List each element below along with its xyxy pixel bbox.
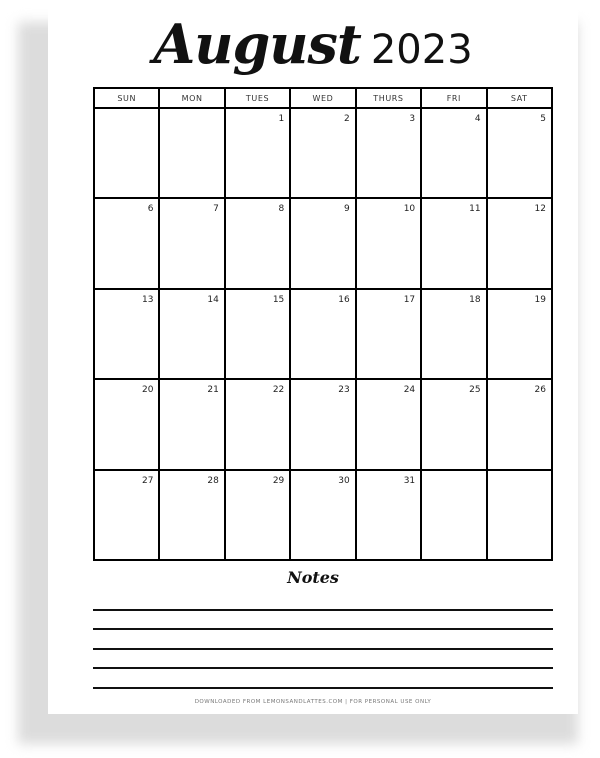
day-cell [291,199,354,287]
day-number: 6 [147,204,154,215]
day-cell [95,471,158,559]
day-number: 2 [343,114,350,124]
day-number: 21 [207,385,219,396]
day-cell [422,471,485,559]
day-cell [226,199,289,287]
notes-title: Notes [287,568,339,587]
weekday-header: TUES [226,89,289,107]
notes-line [93,628,553,630]
day-cell [160,199,223,287]
day-cell [291,290,354,378]
title-month: August [153,12,361,76]
day-cell [160,471,223,559]
day-number: 5 [540,114,546,124]
day-number: 19 [534,294,546,305]
day-cell [95,290,158,378]
day-cell [422,290,485,378]
day-number: 4 [474,114,481,124]
day-number: 23 [338,385,350,396]
day-cell [160,290,223,378]
day-cell [95,199,158,287]
day-cell [488,380,551,468]
day-number: 11 [469,204,481,215]
day-number: 1 [278,114,285,124]
day-cell [291,471,354,559]
footer-credit: DOWNLOADED FROM LEMONSANDLATTES.COM | FOR PERSONAL USE ONLY [194,699,432,705]
day-number: 17 [403,294,416,305]
day-number: 15 [272,294,285,305]
weekday-header: FRI [422,89,485,107]
day-cell [160,380,223,468]
day-number: 31 [403,475,416,486]
calendar-grid [93,87,553,561]
day-number: 18 [469,294,481,305]
day-cell [422,109,485,197]
page-title [48,12,578,82]
calendar-page [48,0,578,714]
day-number: 14 [207,294,219,305]
weekday-header: MON [160,89,223,107]
day-number: 10 [403,204,416,215]
day-cell [226,109,289,197]
day-cell [422,380,485,468]
day-number: 13 [141,294,154,305]
day-number: 3 [409,114,416,124]
day-cell [226,380,289,468]
day-cell [357,290,420,378]
day-number: 20 [141,385,154,396]
weekday-header: THURS [357,89,420,107]
day-cell [291,109,354,197]
day-cell [95,380,158,468]
day-cell [357,380,420,468]
day-number: 26 [534,385,546,396]
weekday-header: WED [291,89,354,107]
day-number: 8 [278,204,285,215]
day-cell [291,380,354,468]
day-number: 29 [272,475,285,486]
day-cell [357,471,420,559]
day-cell [488,199,551,287]
day-number: 25 [469,385,481,396]
day-number: 16 [338,294,350,305]
day-number: 7 [213,204,219,215]
day-number: 24 [403,385,416,396]
day-number: 30 [338,475,350,486]
day-cell [357,109,420,197]
day-cell [95,109,158,197]
day-cell [226,471,289,559]
day-number: 22 [272,385,285,396]
notes-line [93,687,553,689]
day-cell [226,290,289,378]
title-year: 2023 [370,27,473,73]
notes-line [93,667,553,669]
day-cell [488,471,551,559]
day-cell [160,109,223,197]
notes-line [93,609,553,611]
notes-line [93,648,553,650]
day-cell [357,199,420,287]
weekday-header: SAT [488,89,551,107]
day-number: 27 [141,475,154,486]
day-cell [422,199,485,287]
day-cell [488,290,551,378]
day-number: 28 [207,475,219,486]
weekday-header: SUN [95,89,158,107]
day-cell [488,109,551,197]
day-number: 12 [534,204,546,215]
day-number: 9 [343,204,350,215]
